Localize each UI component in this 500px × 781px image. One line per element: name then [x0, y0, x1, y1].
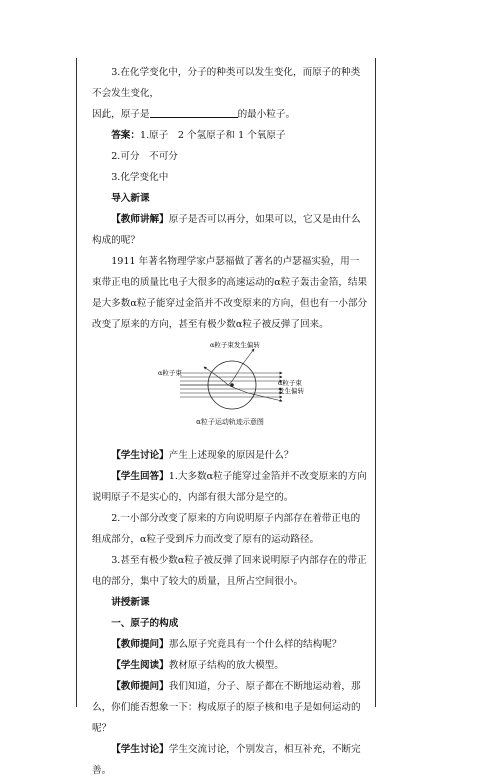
- label-beam-right-1: α粒子束: [278, 379, 302, 387]
- alpha-scattering-diagram: [92, 335, 368, 415]
- answer-line-3: 3.化学变化中: [111, 172, 169, 183]
- answer-line-2: 2.可分 不可分: [111, 151, 178, 162]
- student-discuss-2-label: 【学生讨论】: [111, 744, 169, 755]
- question-3-prefix: 因此，原子是: [92, 109, 150, 120]
- student-discuss-label: 【学生讨论】: [111, 450, 169, 461]
- student-discuss-text: 产生上述现象的原因是什么？: [168, 450, 294, 461]
- alpha-beam-lines: [180, 349, 282, 401]
- fill-blank: [150, 106, 238, 118]
- section-new-heading: 讲授新课: [111, 597, 150, 608]
- teacher-ask-text: 那么原子究竟具有一个什么样的结构呢？: [168, 639, 342, 650]
- rutherford-paragraph: 1911 年著名物理学家卢瑟福做了著名的卢瑟福实验，用一束带正电的质量比电子大很多的高速运动的α粒子轰击金箔，结果是大多数α粒子能穿过金箔并不改变原来的方向，但也有一小部分改变了原来的方向，甚至有极少数α粒子被反弹了回来。: [92, 256, 368, 330]
- alpha-scattering-figure: [92, 335, 368, 445]
- student-discuss-2-text: 学生交流讨论，个别发言，相互补充，不断完善。: [92, 744, 361, 776]
- section-one-heading: 一、原子的构成: [111, 618, 179, 629]
- question-3-suffix: 的最小粒子。: [237, 109, 296, 120]
- figure-caption: α粒子运动轨迹示意图: [196, 418, 264, 426]
- answer-paragraph-2: 2.一小部分改变了原来的方向说明原子内部存在着带正电的组成部分，α粒子受到斥力而改变了原有的运动路径。: [92, 513, 361, 545]
- answer-1: 1.原子 2 个氢原子和 1 个氧原子: [139, 130, 286, 141]
- student-read: [92, 655, 368, 676]
- teacher-explain-text: 原子是否可以再分，如果可以，它又是由什么构成的呢？: [92, 214, 361, 246]
- teacher-ask-2: [92, 676, 368, 739]
- table-border-left: [76, 58, 77, 707]
- student-discuss: [92, 445, 368, 466]
- answer-paragraph-3: 3.甚至有极少数α粒子被反弹了回来说明原子内部存在的带正电的部分，集中了较大的质量，且所占空间很小。: [92, 555, 367, 587]
- student-answer: [92, 466, 368, 508]
- teacher-ask: [92, 634, 368, 655]
- student-answer-text: 1.大多数α粒子能穿过金箔并不改变原来的方向说明原子不是实心的，内部有很大部分是空的。: [92, 471, 367, 503]
- teacher-ask-label: 【教师提问】: [111, 639, 169, 650]
- teacher-explain: [92, 209, 368, 251]
- teacher-ask-2-text: 我们知道，分子、原子都在不断地运动着，那么，你们能否想象一下：构成原子的原子核和电子是如何运动的呢？: [92, 681, 361, 734]
- question-3-line-2: [92, 104, 368, 125]
- student-answer-label: 【学生回答】: [111, 471, 169, 482]
- student-discuss-2: [92, 739, 368, 781]
- question-3-line-1: 3.在化学变化中，分子的种类可以发生变化，而原子的种类不会发生变化，: [92, 67, 361, 99]
- lesson-content: [92, 62, 368, 781]
- label-beam-left: α粒子束: [158, 369, 182, 377]
- student-read-label: 【学生阅读】: [111, 660, 169, 671]
- answer-line-1: [92, 125, 368, 146]
- label-beam-right-2: 发生偏转: [278, 387, 304, 395]
- answer-label: 答案：: [111, 130, 140, 141]
- label-deflected-top: α粒子束发生偏转: [210, 341, 260, 349]
- student-read-text: 教材原子结构的放大模型。: [168, 660, 284, 671]
- section-intro-heading: 导入新课: [111, 193, 150, 204]
- teacher-ask-2-label: 【教师提问】: [111, 681, 169, 692]
- teacher-explain-label: 【教师讲解】: [111, 214, 169, 225]
- table-border-right: [375, 58, 376, 707]
